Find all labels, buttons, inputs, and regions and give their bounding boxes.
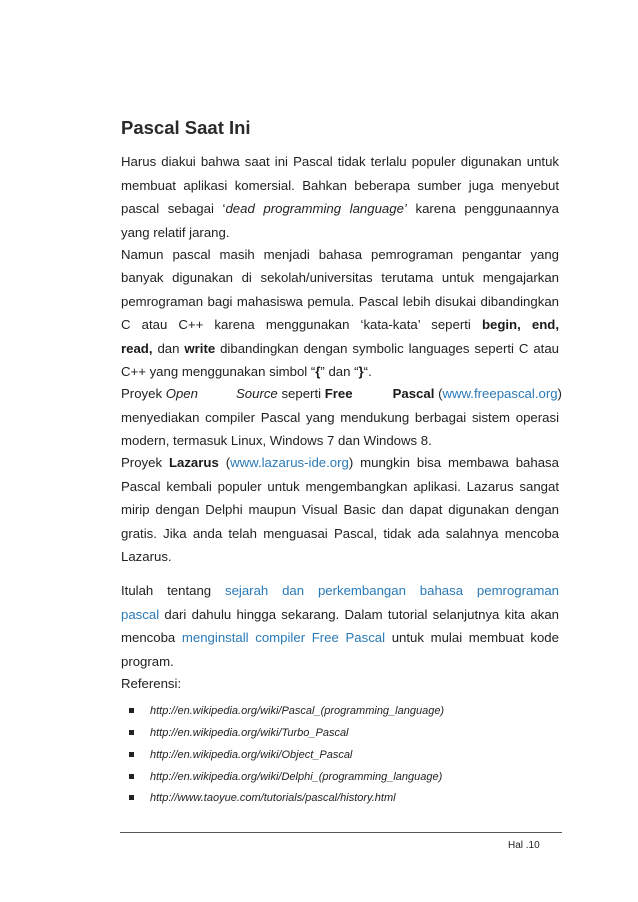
text-line: Namun pascal masih menjadi bahasa pemrograman pengantar yang: [121, 246, 559, 262]
text-line: program.: [121, 653, 174, 669]
text-line: gratis. Jika anda telah menguasai Pascal, tidak ada salahnya mencoba: [121, 525, 559, 541]
freepascal-link[interactable]: www.freepascal.org: [442, 386, 558, 401]
references-heading: Referensi:: [121, 675, 182, 691]
page-number: Hal .10: [508, 840, 540, 851]
reference-link[interactable]: http://www.taoyue.com/tutorials/pascal/history.html: [150, 792, 396, 804]
reference-link[interactable]: http://en.wikipedia.org/wiki/Turbo_Pascal: [150, 727, 349, 739]
text-line: Proyek Lazarus (www.lazarus-ide.org) mungkin bisa membawa bahasa: [121, 455, 559, 470]
bullet-icon: [129, 752, 134, 757]
text-line: Itulah tentang sejarah dan perkembangan bahasa pemrograman: [121, 583, 559, 598]
page-title: Pascal Saat Ini: [121, 117, 251, 138]
text-line: modern, termasuk Linux, Windows 7 dan Windows 8.: [121, 433, 432, 448]
bullet-icon: [129, 708, 134, 713]
text-line: pascal dari dahulu hingga sekarang. Dalam tutorial selanjutnya kita akan: [121, 606, 559, 622]
install-link[interactable]: menginstall compiler Free Pascal: [181, 630, 386, 645]
text-line: C atau C++ karena menggunakan ‘kata-kata’ seperti begin, end,: [121, 317, 559, 332]
text-line: banyak digunakan di sekolah/universitas terutama untuk mengajarkan: [121, 270, 559, 285]
text-line: Harus diakui bahwa saat ini Pascal tidak terlalu populer digunakan untuk: [121, 154, 559, 169]
text-line: C++ yang menggunakan simbol “{” dan “}“.: [121, 364, 372, 379]
text-line: Pascal kembali populer untuk mengembangkan aplikasi. Lazarus sangat: [121, 478, 559, 494]
text-line: Proyek Open Source seperti Free Pascal (www.freepascal.org): [121, 386, 562, 401]
text-line: mirip dengan Delphi maupun Visual Basic dan dapat digunakan dengan: [121, 502, 559, 517]
history-link-continued[interactable]: pascal: [121, 606, 160, 622]
text-line: yang relatif jarang.: [121, 224, 230, 240]
bullet-icon: [129, 774, 134, 779]
text-line: read, dan write dibandingkan dengan symbolic languages seperti C atau: [121, 340, 559, 356]
text-line: pemrograman bagi mahasiswa pemula. Pascal lebih disukai dibandingkan: [121, 293, 559, 309]
text-line: Lazarus.: [121, 549, 172, 564]
text-line: menyediakan compiler Pascal yang mendukung berbagai sistem operasi: [121, 409, 559, 425]
lazarus-link[interactable]: www.lazarus-ide.org: [230, 455, 349, 470]
reference-link[interactable]: http://en.wikipedia.org/wiki/Pascal_(programming_language): [150, 705, 445, 717]
reference-link[interactable]: http://en.wikipedia.org/wiki/Object_Pascal: [150, 749, 353, 761]
bullet-icon: [129, 730, 134, 735]
text-line: pascal sebagai ‘dead programming language’ karena penggunaannya: [121, 201, 559, 216]
history-link[interactable]: sejarah dan perkembangan bahasa pemrograman: [224, 583, 559, 598]
bullet-icon: [129, 795, 134, 800]
text-line: membuat aplikasi komersial. Bahkan beberapa sumber juga menyebut: [121, 177, 559, 193]
reference-link[interactable]: http://en.wikipedia.org/wiki/Delphi_(programming_language): [150, 771, 443, 783]
text-line: mencoba menginstall compiler Free Pascal untuk mulai membuat kode: [121, 630, 559, 645]
footer-divider: [120, 832, 562, 833]
